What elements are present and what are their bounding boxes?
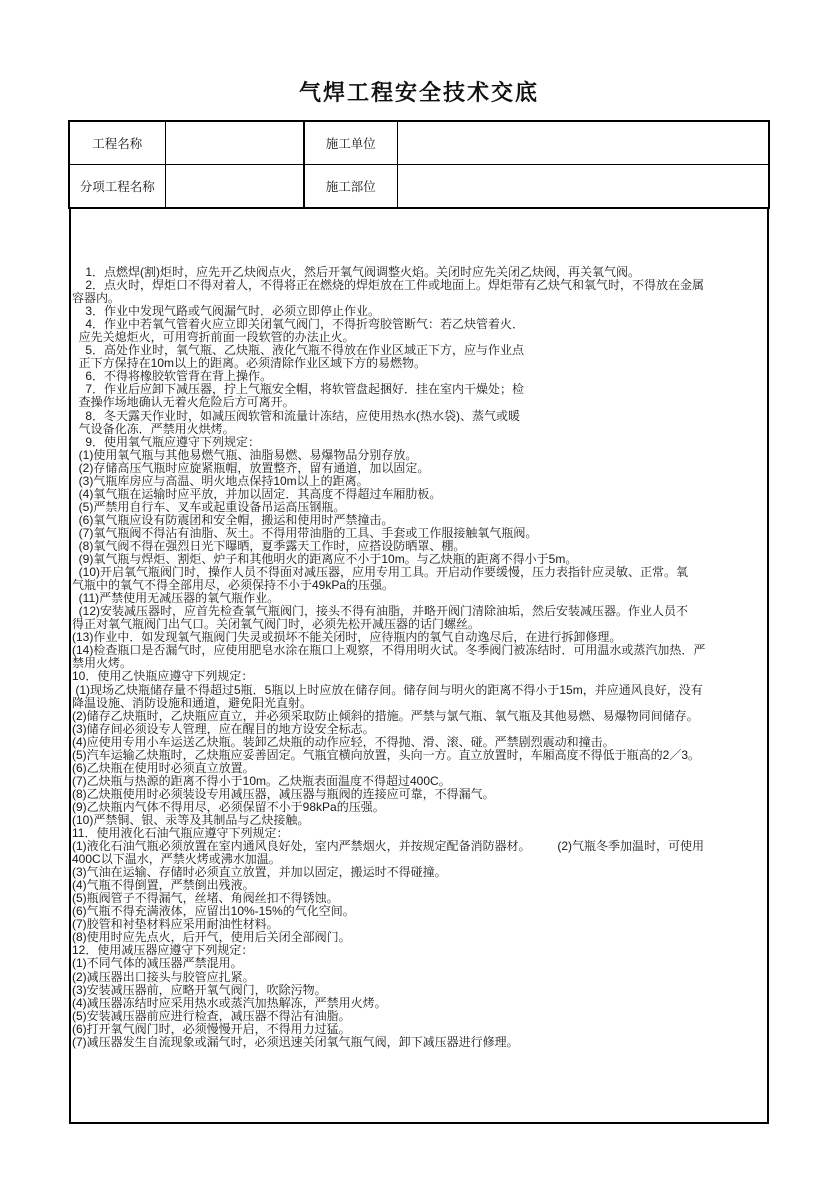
content-line: (7)乙炔瓶与热源的距离不得小于10m。乙炔瓶表面温度不得超过400C。 [72,773,451,788]
field-value-construction-part [397,165,769,209]
content-line: 12．使用减压器应遵守下列规定： [72,943,254,958]
field-label-project-name: 工程名称 [69,121,165,165]
content-line: 气瓶中的氧气不得全部用尽，必须保持不小于49kPa的压强。 [72,578,395,593]
content-line: (6)氧气瓶应设有防震团和安全帽，搬运和使用时严禁撞击。 [72,512,394,527]
content-line: (3)安装减压器前，应略开氧气阀门，吹除污物。 [72,982,327,997]
field-label-construction-part: 施工部位 [304,165,397,209]
content-line: (10)开启氧气瓶阀门时，操作人员不得面对减压器，应用专用工具。开启动作要缓慢，压力表指针应灵敏、正常。氧 [72,565,689,580]
content-line: 正下方保持在10m以上的距离。必须清除作业区域下方的易燃物。 [72,356,427,371]
content-line: (1)不同气体的减压器严禁混用。 [72,956,243,971]
content-line: 9．使用氧气瓶应遵守下列规定： [72,434,261,449]
content-line: (4)应使用专用小车运送乙炔瓶。装卸乙炔瓶的动作应轻，不得抛、滑、滚、碰。严禁剧烈震动和撞击。 [72,734,615,749]
content-line: 3．作业中发现气路或气阀漏气时．必须立即停止作业。 [72,304,381,319]
header-table [68,120,770,209]
content-line: 5．高处作业时，氧气瓶、乙炔瓶、液化气瓶不得放在作业区域正下方，应与作业点 [72,343,525,358]
header-row-2 [69,165,769,209]
content-line: 2．点火时，焊炬口不得对着人，不得将正在燃烧的焊炬放在工件或地面上。焊炬带有乙炔气和氧气时，不得放在金属 [72,278,705,293]
content-line: 禁用火烤。 [72,656,133,671]
content-line: (8)使用时应先点火，后开气，使用后关闭全部阀门。 [72,930,351,945]
field-label-sub-project-name: 分项工程名称 [69,165,165,209]
content-line: 1．点燃焊(割)炬时，应先开乙炔阀点火，然后开氧气阀调整火焰。关闭时应先关闭乙炔阀，再关氧气阀。 [72,265,641,279]
field-value-project-name [165,121,304,165]
content-line: (12)安装减压器时，应首先检查氧气瓶阀门，接头不得有油脂，并略开阀门清除油垢，然后安装减压器。作业人员不 [72,604,689,619]
content-line: 应先关熄炬火，可用弯折前面一段软管的办法止火。 [72,330,355,345]
content-line: (1)现场乙炔瓶储存量不得超过5瓶．5瓶以上时应放在储存间。储存间与明火的距离不得小于15m，并应通风良好，没有 [72,682,703,697]
content-line: (3)气瓶库房应与高温、明火地点保持10m以上的距离。 [72,473,369,488]
content-line: (5)严禁用自行车、叉车或起重设备吊运高压钢瓶。 [72,499,346,514]
content-line: (2)存储高压气瓶时应旋紧瓶帽，放置整齐，留有通道，加以固定。 [72,460,430,475]
content-line: 10．使用乙快瓶应遵守下列规定： [72,669,254,684]
content-line: (2)储存乙炔瓶时，乙炔瓶应直立，并必须采取防止倾斜的措施。严禁与氯气瓶、氧气瓶及其他易燃、易爆物同间储存。 [72,708,699,723]
content-line: (6)打开氧气阀门时，必须慢慢开启，不得用力过猛。 [72,1021,351,1036]
content-line: (8)氧气阀不得在强烈日光下曝晒，夏季露天工作时，应搭设防晒罩、棚。 [72,538,466,553]
page-title: 气焊工程安全技术交底 [298,80,539,105]
content-line: (5)安装减压器前应进行检查，减压器不得沾有油脂。 [72,1008,351,1023]
content-line: (7)胶管和衬垫材料应采用耐油性材料。 [72,917,279,932]
disclosure-content [69,209,769,1124]
content-line: 4．作业中若氧气管着火应立即关闭氧气阀门，不得折弯胶管断气：若乙炔管着火． [72,317,525,332]
content-line: 11．使用液化石油气瓶应遵守下列规定： [72,826,289,841]
content-line: 得正对氧气瓶阀门出气口。关闭氧气阀门时，必须先松开减压器的话门螺丝。 [72,617,481,632]
content-line: (8)乙炔瓶使用时必须装设专用减压器，减压器与瓶阀的连接应可靠，不得漏气。 [72,786,495,801]
content-line: (4)减压器冻结时应采用热水或蒸汽加热解冻，严禁用火烤。 [72,995,387,1010]
content-line: 气设备化冻．严禁用火烘烤。 [72,421,235,436]
content-line: (14)检查瓶口是否漏气时，应使用肥皂水涂在瓶口上观察，不得用明火试。冬季阀门被冻结时．可用温水或蒸汽加热．严 [72,643,706,658]
field-value-sub-project-name [165,165,304,209]
content-line: 7．作业后应卸下减压器，拧上气瓶安全帽，将软管盘起捆好．挂在室内干燥处；检 [72,382,525,397]
content-line: (3)气油在运输、存储时必须直立放置，并加以固定，搬运时不得碰撞。 [72,865,447,880]
content-line: (13)作业中．如发现氧气瓶阀门失灵或损坏不能关闭时，应待瓶内的氧气自动逸尽后，在进行拆卸修理。 [72,630,622,645]
content-line: 400C以下温水，严禁火烤或沸水加温。 [72,852,281,867]
content-line: (9)乙炔瓶内气体不得用尽，必须保留不小于98kPa的压强。 [72,799,385,814]
content-line: (4)氧气瓶在运输时应平放，并加以固定．其高度不得超过车厢肋板。 [72,486,442,501]
content-line: (4)气瓶不得倒置，严禁倒出残液。 [72,878,255,893]
content-line: 8．冬天露天作业时，如减压阀软管和流量计冻结，应使用热水(热水袋)、蒸气或暖 [72,408,521,423]
content-line: (9)氧气瓶与焊炬、割炬、炉子和其他明火的距离应不小于10m。与乙炔瓶的距离不得小于5m。 [72,552,578,567]
content-line: 容器内。 [72,291,121,306]
field-label-construction-unit: 施工单位 [304,121,397,165]
content-line: (5)瓶阀管子不得漏气，丝堵、角阀丝扣不得锈蚀。 [72,891,339,906]
content-line: (6)乙炔瓶在使用时必须直立放置。 [72,760,255,775]
content-line: 6．不得将橡胶软管背在背上操作。 [72,369,273,384]
content-line: (7)氧气瓶阀不得沾有油脂、灰土。不得用带油脂的工具、手套或工作服接触氧气瓶阀。 [72,525,538,540]
content-line: (5)汽车运输乙炔瓶时，乙炔瓶应妥善固定。气瓶宜横向放置，头向一方。直立放置时，车厢高度不得低于瓶高的2／3。 [72,747,701,762]
content-line: (2)减压器出口接头与胶管应扎紧。 [72,969,255,984]
content-line: (10)严禁铜、银、汞等及其制品与乙炔接触。 [72,812,310,827]
content-line: 查操作场地确认无着火危险后方可离开。 [72,395,295,410]
header-row-1 [69,121,769,165]
content-line: (1)液化石油气瓶必须放置在室内通风良好处，室内严禁烟火，并按规定配备消防器材。 (2)气瓶冬季加温时，可使用 [72,839,705,854]
content-line: (3)储存间必须设专人管理，应在醒目的地方设安全标志。 [72,721,375,736]
content-line: (6)气瓶不得充满液体，应留出10%-15%的气化空间。 [72,904,355,919]
field-value-construction-unit [397,121,769,165]
content-line: (1)使用氧气瓶与其他易燃气瓶、油脂易燃、易爆物品分别存放。 [72,447,418,462]
content-line: (7)减压器发生自流现象或漏气时，必须迅速关闭氧气瓶气阀，卸下减压器进行修理。 [72,1034,519,1049]
content-line: 降温设施、消防设施和通道，避免阳光直射。 [72,695,313,710]
content-line: (11)严禁使用无减压器的氧气瓶作业。 [72,591,280,606]
